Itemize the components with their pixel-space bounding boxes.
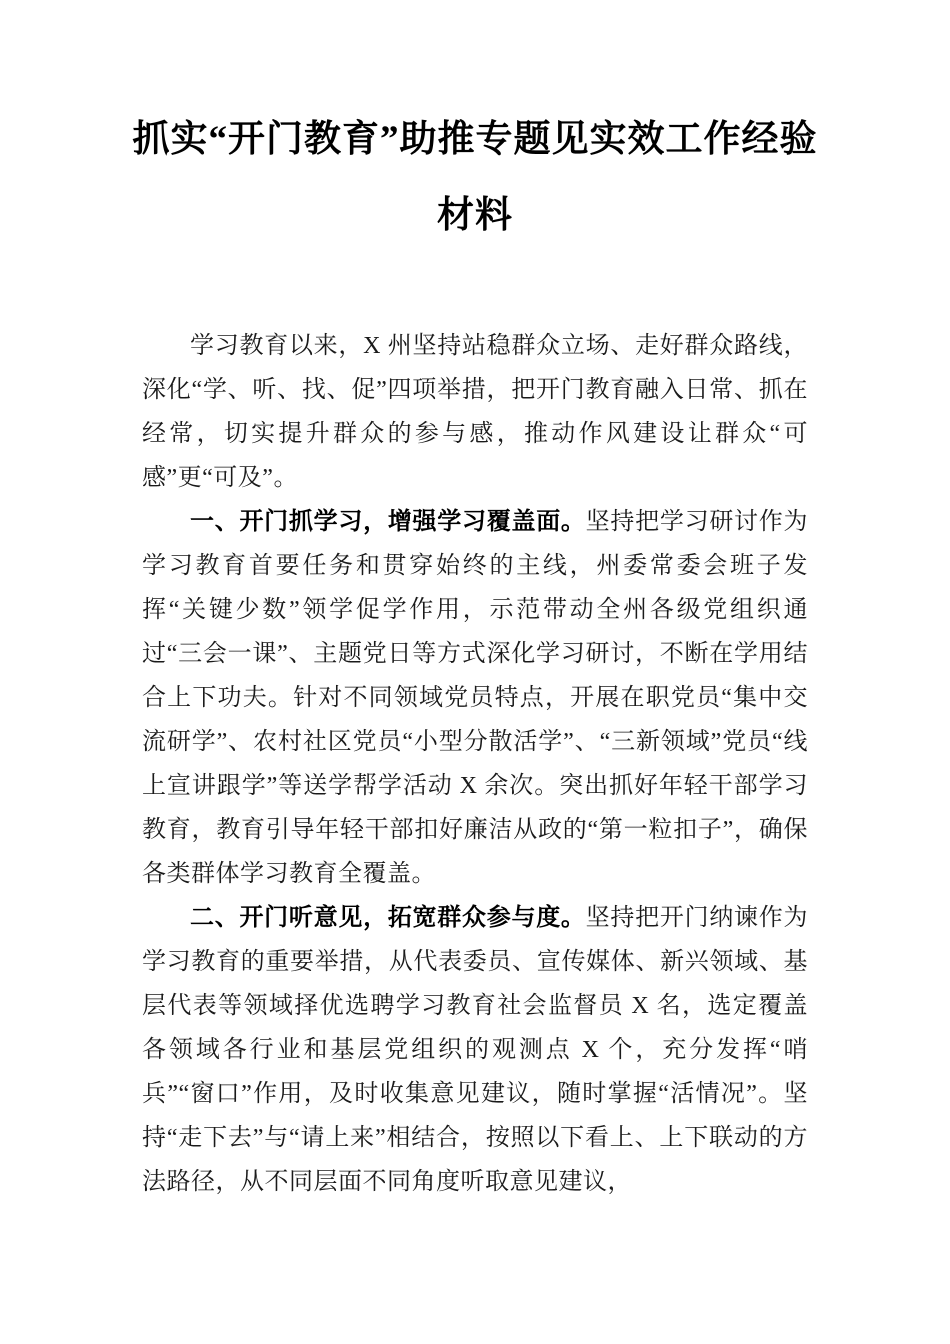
document-title: 抓实“开门教育”助推专题见实效工作经验材料 — [132, 119, 818, 236]
paragraph-section-1 — [142, 500, 808, 896]
paragraph-intro-text: 学习教育以来，X 州坚持站稳群众立场、走好群众路线，深化“学、听、找、促”四项举措，把开门教育融入日常、抓在经常，切实提升群众的参与感，推动作风建设让群众“可感”更“可及”。 — [142, 333, 808, 491]
paragraph-intro — [142, 324, 808, 500]
section-1-text: 坚持把学习研讨作为学习教育首要任务和贯穿始终的主线，州委常委会班子发挥“关键少数”领学促学作用，示范带动全州各级党组织通过“三会一课”、主题党日等方式深化学习研讨，不断在学用结合上下功夫。针对不同领域党员特点，开展在职党员“集中交流研学”、农村社区党员“小型分散活学”、“三新领域”党员“线上宣讲跟学”等送学帮学活动 X 余次。突出抓好年轻干部学习教育，教育引导年轻干部扣好廉洁从政的“第一粒扣子”，确保各类群体学习教育全覆盖。 — [142, 509, 809, 887]
section-1-heading: 一、开门抓学习，增强学习覆盖面。 — [190, 508, 586, 535]
section-2-heading: 二、开门听意见，拓宽群众参与度。 — [190, 904, 586, 931]
document-body — [142, 324, 808, 1204]
section-2-text: 坚持把开门纳谏作为学习教育的重要举措，从代表委员、宣传媒体、新兴领域、基层代表等领域择优选聘学习教育社会监督员 X 名，选定覆盖各领域各行业和基层党组织的观测点 X 个，充分发挥“哨兵”“窗口”作用，及时收集意见建议，随时掌握“活情况”。坚持“走下去”与“请上来”相结合，按照以下看上、上下联动的方法路径，从不同层面不同角度听取意见建议， — [142, 905, 809, 1195]
paragraph-section-2 — [142, 896, 808, 1204]
